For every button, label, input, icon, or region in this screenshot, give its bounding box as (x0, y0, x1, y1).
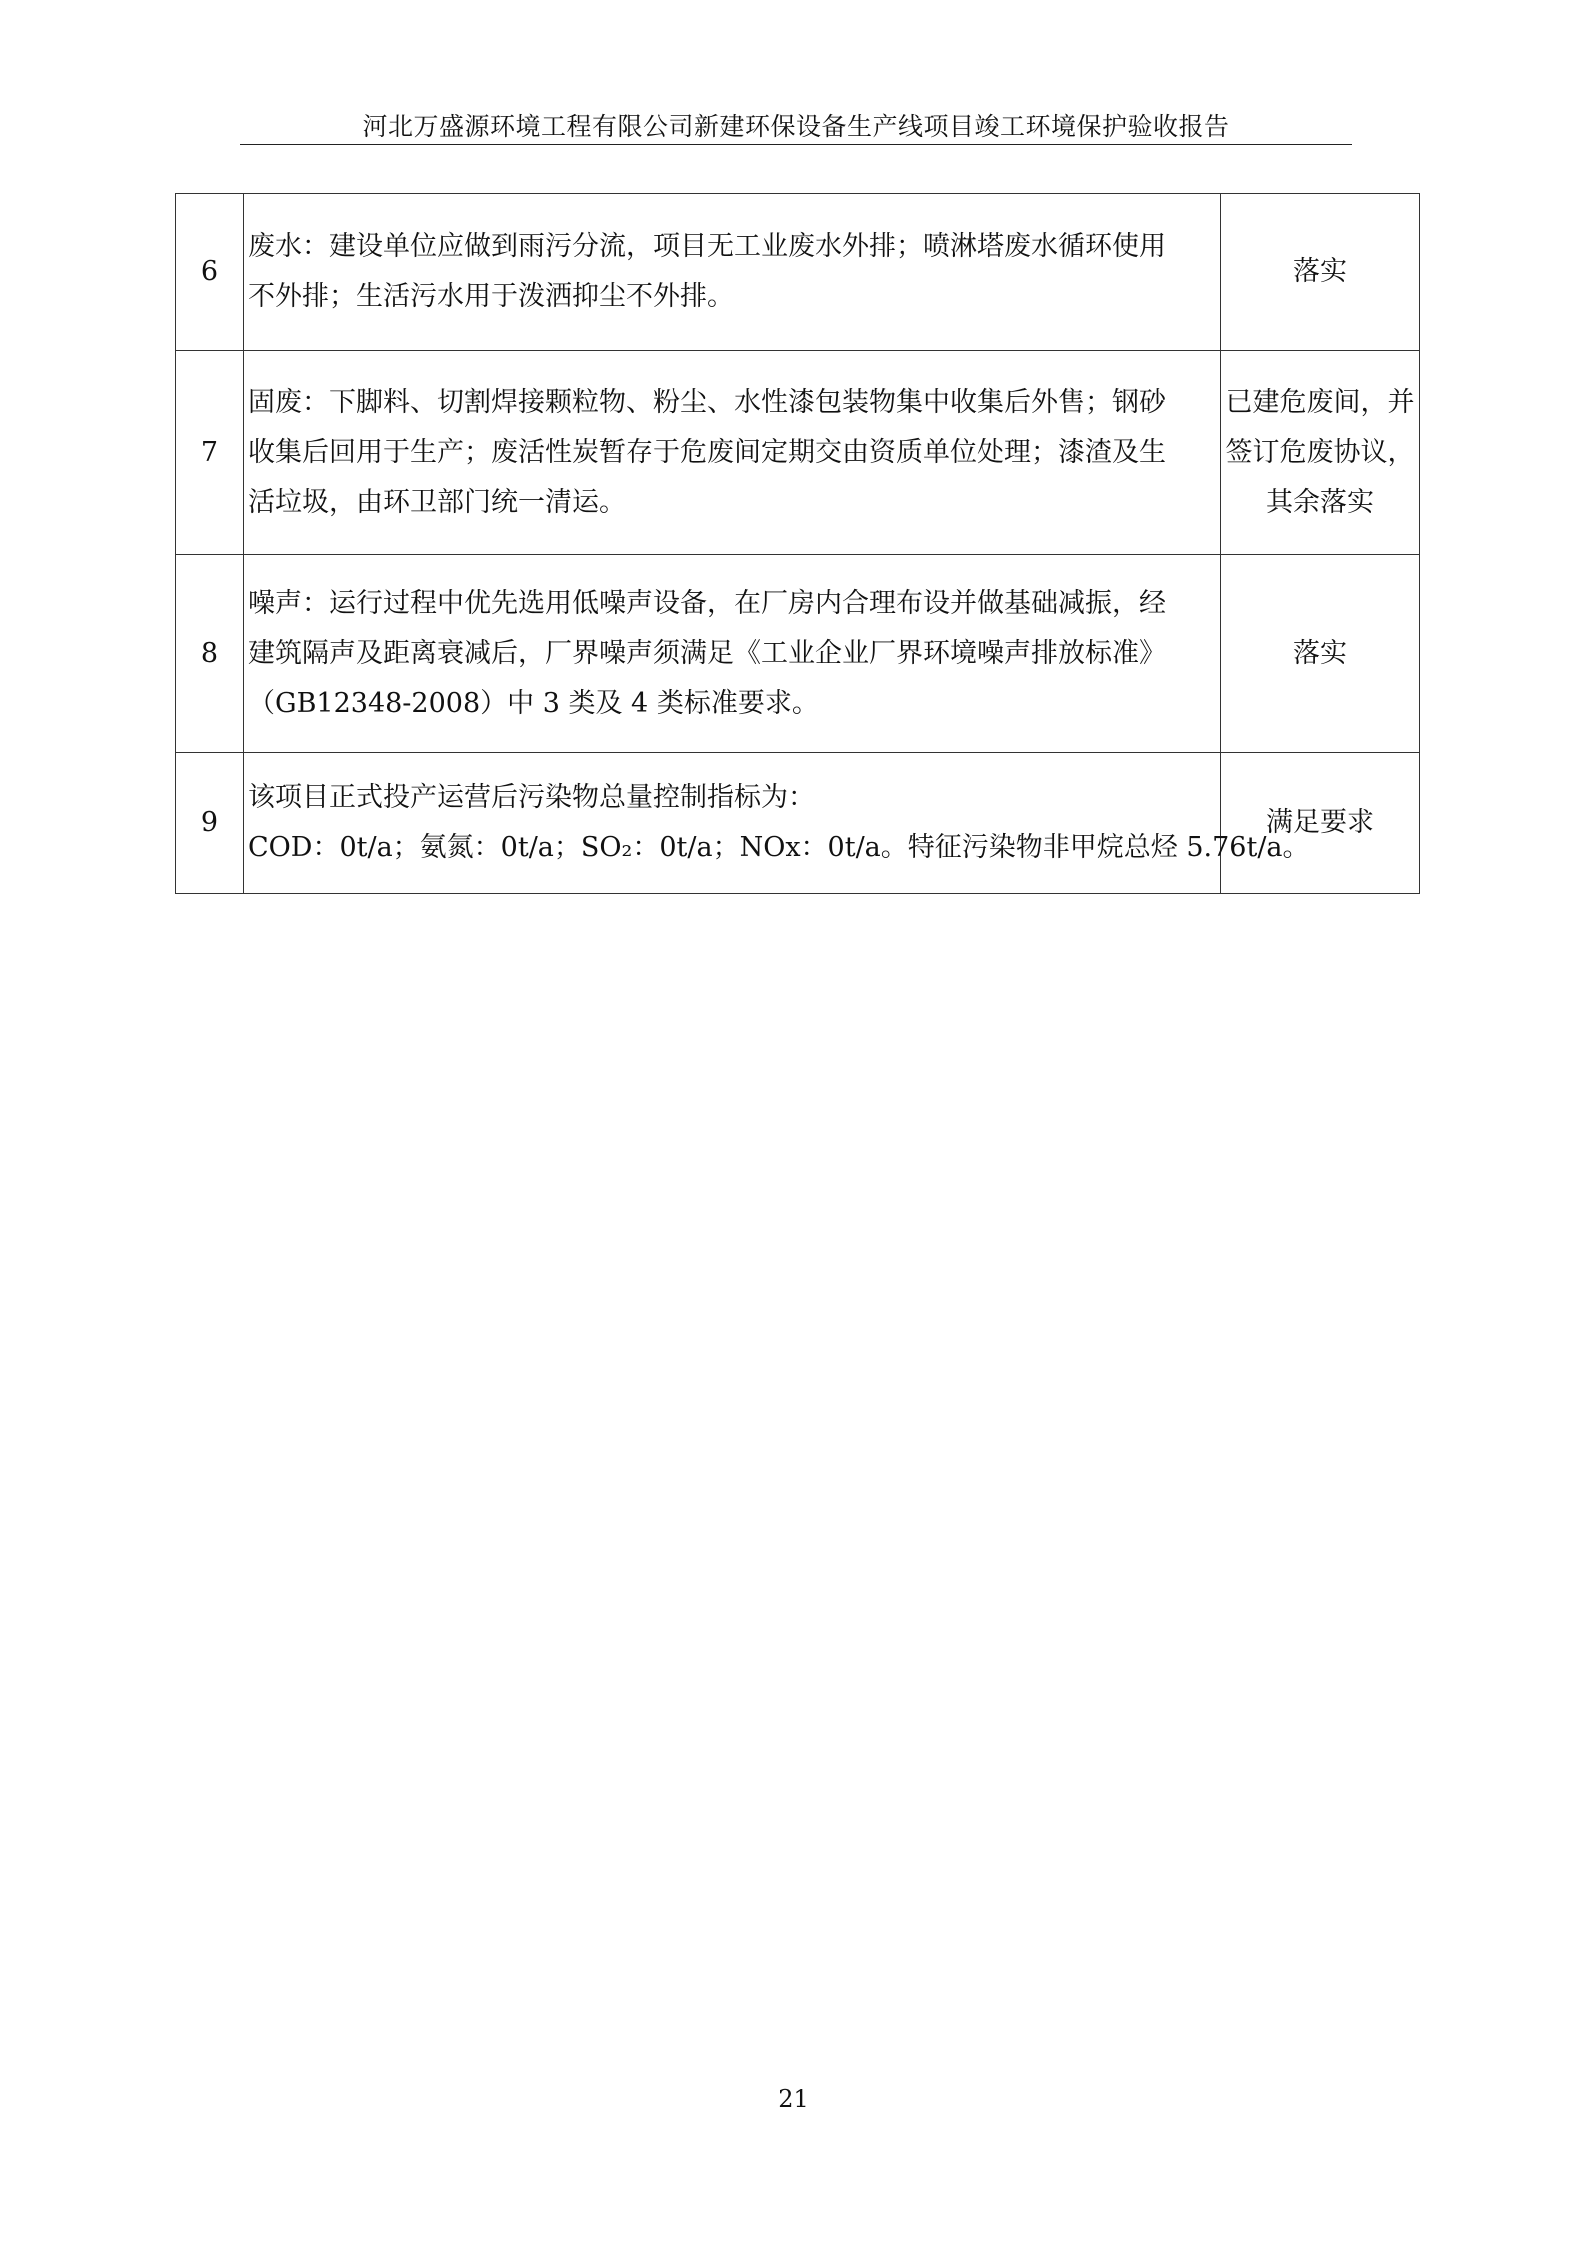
content-line: 噪声：运行过程中优先选用低噪声设备，在厂房内合理布设并做基础减振，经 (248, 587, 1166, 619)
status-line: 落实 (1293, 637, 1347, 669)
content-line: COD：0t/a；氨氮：0t/a；SO₂：0t/a；NOx：0t/a。特征污染物非甲烷总烃 5.76t/a。 (248, 832, 1310, 863)
table-row (176, 351, 1420, 555)
row-number: 9 (176, 753, 244, 894)
row-status (1221, 555, 1420, 753)
status-line: 落实 (1293, 256, 1347, 287)
content-line: 固废：下脚料、切割焊接颗粒物、粉尘、水性漆包装物集中收集后外售；钢砂 (248, 386, 1166, 418)
page-header-title: 河北万盛源环境工程有限公司新建环保设备生产线项目竣工环境保护验收报告 (362, 112, 1230, 141)
row-status (1221, 351, 1420, 555)
content-line: 收集后回用于生产；废活性炭暂存于危废间定期交由资质单位处理；漆渣及生 (248, 436, 1166, 468)
table-row (176, 194, 1420, 351)
row-number: 6 (176, 194, 244, 351)
row-number: 7 (176, 351, 244, 555)
page-number: 21 (778, 2085, 809, 2113)
row-content (244, 555, 1221, 753)
header-divider (240, 144, 1352, 145)
row-status (1221, 753, 1420, 894)
content-line: 该项目正式投产运营后污染物总量控制指标为： (248, 782, 815, 813)
table-row (176, 555, 1420, 753)
status-line: 签订危废协议， (1225, 436, 1415, 468)
row-content (244, 351, 1221, 555)
content-line: 废水：建设单位应做到雨污分流，项目无工业废水外排；喷淋塔废水循环使用 (248, 231, 1166, 262)
table-row (176, 753, 1420, 894)
status-line: 已建危废间，并 (1225, 386, 1415, 418)
content-line: 活垃圾，由环卫部门统一清运。 (248, 486, 626, 518)
content-line: （GB12348-2008）中 3 类及 4 类标准要求。 (248, 687, 819, 719)
row-content (244, 753, 1310, 894)
row-content (244, 194, 1221, 351)
content-line: 建筑隔声及距离衰减后，厂界噪声须满足《工业企业厂界环境噪声排放标准》 (248, 637, 1166, 669)
requirements-table (175, 193, 1420, 894)
status-line: 满足要求 (1266, 807, 1374, 838)
row-status (1221, 194, 1420, 351)
content-line: 不外排；生活污水用于泼洒抑尘不外排。 (248, 281, 734, 312)
row-number: 8 (176, 555, 244, 753)
status-line: 其余落实 (1266, 486, 1374, 518)
